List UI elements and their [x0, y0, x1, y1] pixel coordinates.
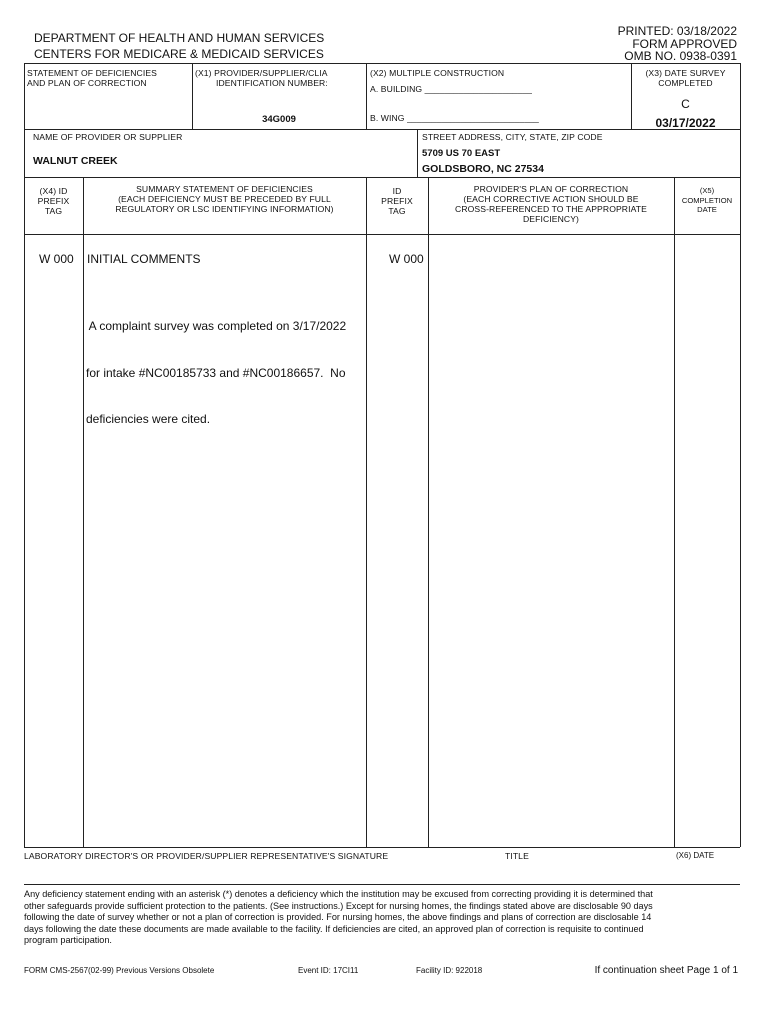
- id-header-line-1: ID: [392, 186, 402, 196]
- statement-label-2: AND PLAN OF CORRECTION: [27, 78, 147, 88]
- column-header-bottom: [24, 234, 740, 235]
- address-line-2: GOLDSBORO, NC 27534: [422, 163, 544, 175]
- continuation-page: If continuation sheet Page 1 of 1: [594, 965, 738, 976]
- x3-code: C: [681, 97, 690, 111]
- initial-comments-heading: INITIAL COMMENTS: [87, 252, 201, 266]
- col-divider-3: [428, 177, 429, 847]
- x2-building: A. BUILDING ______________________: [370, 84, 533, 94]
- facility-id: Facility ID: 922018: [416, 966, 483, 975]
- omb-number: OMB NO. 0938-0391: [624, 49, 737, 63]
- x5-header-line-3: DATE: [697, 205, 717, 214]
- signature-label: LABORATORY DIRECTOR'S OR PROVIDER/SUPPLIER REPRESENTATIVE'S SIGNATURE: [24, 851, 389, 861]
- x4-header: [24, 186, 83, 216]
- id-header-line-2: PREFIX: [381, 196, 413, 206]
- notice-line-5: program participation.: [24, 935, 112, 946]
- x3-label-1: (X3) DATE SURVEY: [645, 68, 726, 78]
- signature-rule: [24, 884, 740, 885]
- id-header-line-3: TAG: [388, 206, 406, 216]
- x4-header-line-2: PREFIX: [37, 196, 70, 206]
- col-divider-4: [674, 177, 675, 847]
- col-divider-2: [366, 177, 367, 847]
- provider-row-bottom: [24, 177, 740, 178]
- divider-address: [417, 129, 418, 177]
- frame-left: [24, 63, 25, 847]
- event-id: Event ID: 17CI11: [298, 966, 359, 975]
- notice-line-4: days following the date these documents are made available to the facility. If deficiencies are cited, an approved plan of correction is requisite to continued: [24, 923, 644, 934]
- address-line-1: 5709 US 70 EAST: [422, 148, 501, 159]
- plan-header-line-2: (EACH CORRECTIVE ACTION SHOULD BE: [463, 194, 639, 204]
- address-label: STREET ADDRESS, CITY, STATE, ZIP CODE: [422, 132, 603, 142]
- statement-label-1: STATEMENT OF DEFICIENCIES: [27, 68, 157, 78]
- title-label: TITLE: [505, 851, 529, 861]
- survey-comment: [86, 288, 346, 443]
- x1-label-1: (X1) PROVIDER/SUPPLIER/CLIA: [195, 68, 328, 78]
- frame-right: [740, 63, 741, 847]
- provider-name: WALNUT CREEK: [33, 155, 118, 167]
- provider-id-value: 34G009: [262, 114, 296, 125]
- col-divider-1: [83, 177, 84, 847]
- top-rule: [24, 63, 740, 64]
- notice-line-2: other safeguards provide sufficient protection to the patients. (See instructions.) Except for nursing homes, the findings stated above are disclosable 90 days: [24, 900, 653, 911]
- summary-header: [83, 184, 366, 214]
- plan-header-line-3: CROSS-REFERENCED TO THE APPROPRIATE: [455, 204, 647, 214]
- summary-header-line-3: REGULATORY OR LSC IDENTIFYING INFORMATION): [115, 204, 334, 214]
- survey-completed-date: 03/17/2022: [655, 116, 716, 130]
- x6-date-label: (X6) DATE: [676, 851, 715, 860]
- survey-comment-line-3: deficiencies were cited.: [86, 412, 211, 426]
- deficiency-tag-right: W 000: [389, 252, 424, 266]
- survey-comment-line-2: for intake #NC00185733 and #NC00186657. No: [86, 365, 346, 380]
- x5-header-line-2: COMPLETION: [681, 195, 733, 205]
- x3-label-2: COMPLETED: [658, 78, 713, 88]
- summary-header-line-2: (EACH DEFICIENCY MUST BE PRECEDED BY FULL: [118, 194, 331, 204]
- form-number: FORM CMS-2567(02-99) Previous Versions Obsolete: [24, 966, 215, 975]
- x4-header-line-3: TAG: [44, 206, 63, 216]
- x4-header-line-1: (X4) ID: [39, 186, 68, 196]
- divider-x2: [366, 63, 367, 129]
- plan-header-line-1: PROVIDER'S PLAN OF CORRECTION: [473, 184, 629, 194]
- x1-label-2: IDENTIFICATION NUMBER:: [216, 78, 328, 88]
- x2-wing: B. WING ___________________________: [370, 113, 539, 123]
- x5-header-line-1: (X5): [699, 186, 715, 195]
- plan-header: [428, 184, 674, 224]
- x5-header: [674, 186, 740, 215]
- notice-line-3: following the date of survey whether or not a plan of correction is provided. For nursing homes, the above findings and plans of correction are disclosable 14: [24, 912, 652, 923]
- agency-line-1: DEPARTMENT OF HEALTH AND HUMAN SERVICES: [34, 31, 325, 45]
- summary-header-line-1: SUMMARY STATEMENT OF DEFICIENCIES: [136, 184, 313, 194]
- plan-header-line-4: DEFICIENCY): [522, 214, 579, 224]
- deficiency-tag-left: W 000: [39, 252, 74, 266]
- form-approved: FORM APPROVED: [632, 37, 737, 51]
- printed-date: PRINTED: 03/18/2022: [617, 24, 737, 38]
- notice-line-1: Any deficiency statement ending with an asterisk (*) denotes a deficiency which the institution may be excused from correcting providing it is determined that: [24, 889, 653, 899]
- id-prefix-header: [366, 186, 428, 216]
- agency-line-2: CENTERS FOR MEDICARE & MEDICAID SERVICES: [34, 47, 324, 61]
- disclosure-notice: [24, 889, 740, 947]
- x2-label: (X2) MULTIPLE CONSTRUCTION: [370, 68, 505, 78]
- body-bottom: [24, 847, 740, 848]
- survey-comment-line-1: A complaint survey was completed on 3/17/2022: [86, 319, 347, 333]
- provider-name-label: NAME OF PROVIDER OR SUPPLIER: [33, 132, 183, 142]
